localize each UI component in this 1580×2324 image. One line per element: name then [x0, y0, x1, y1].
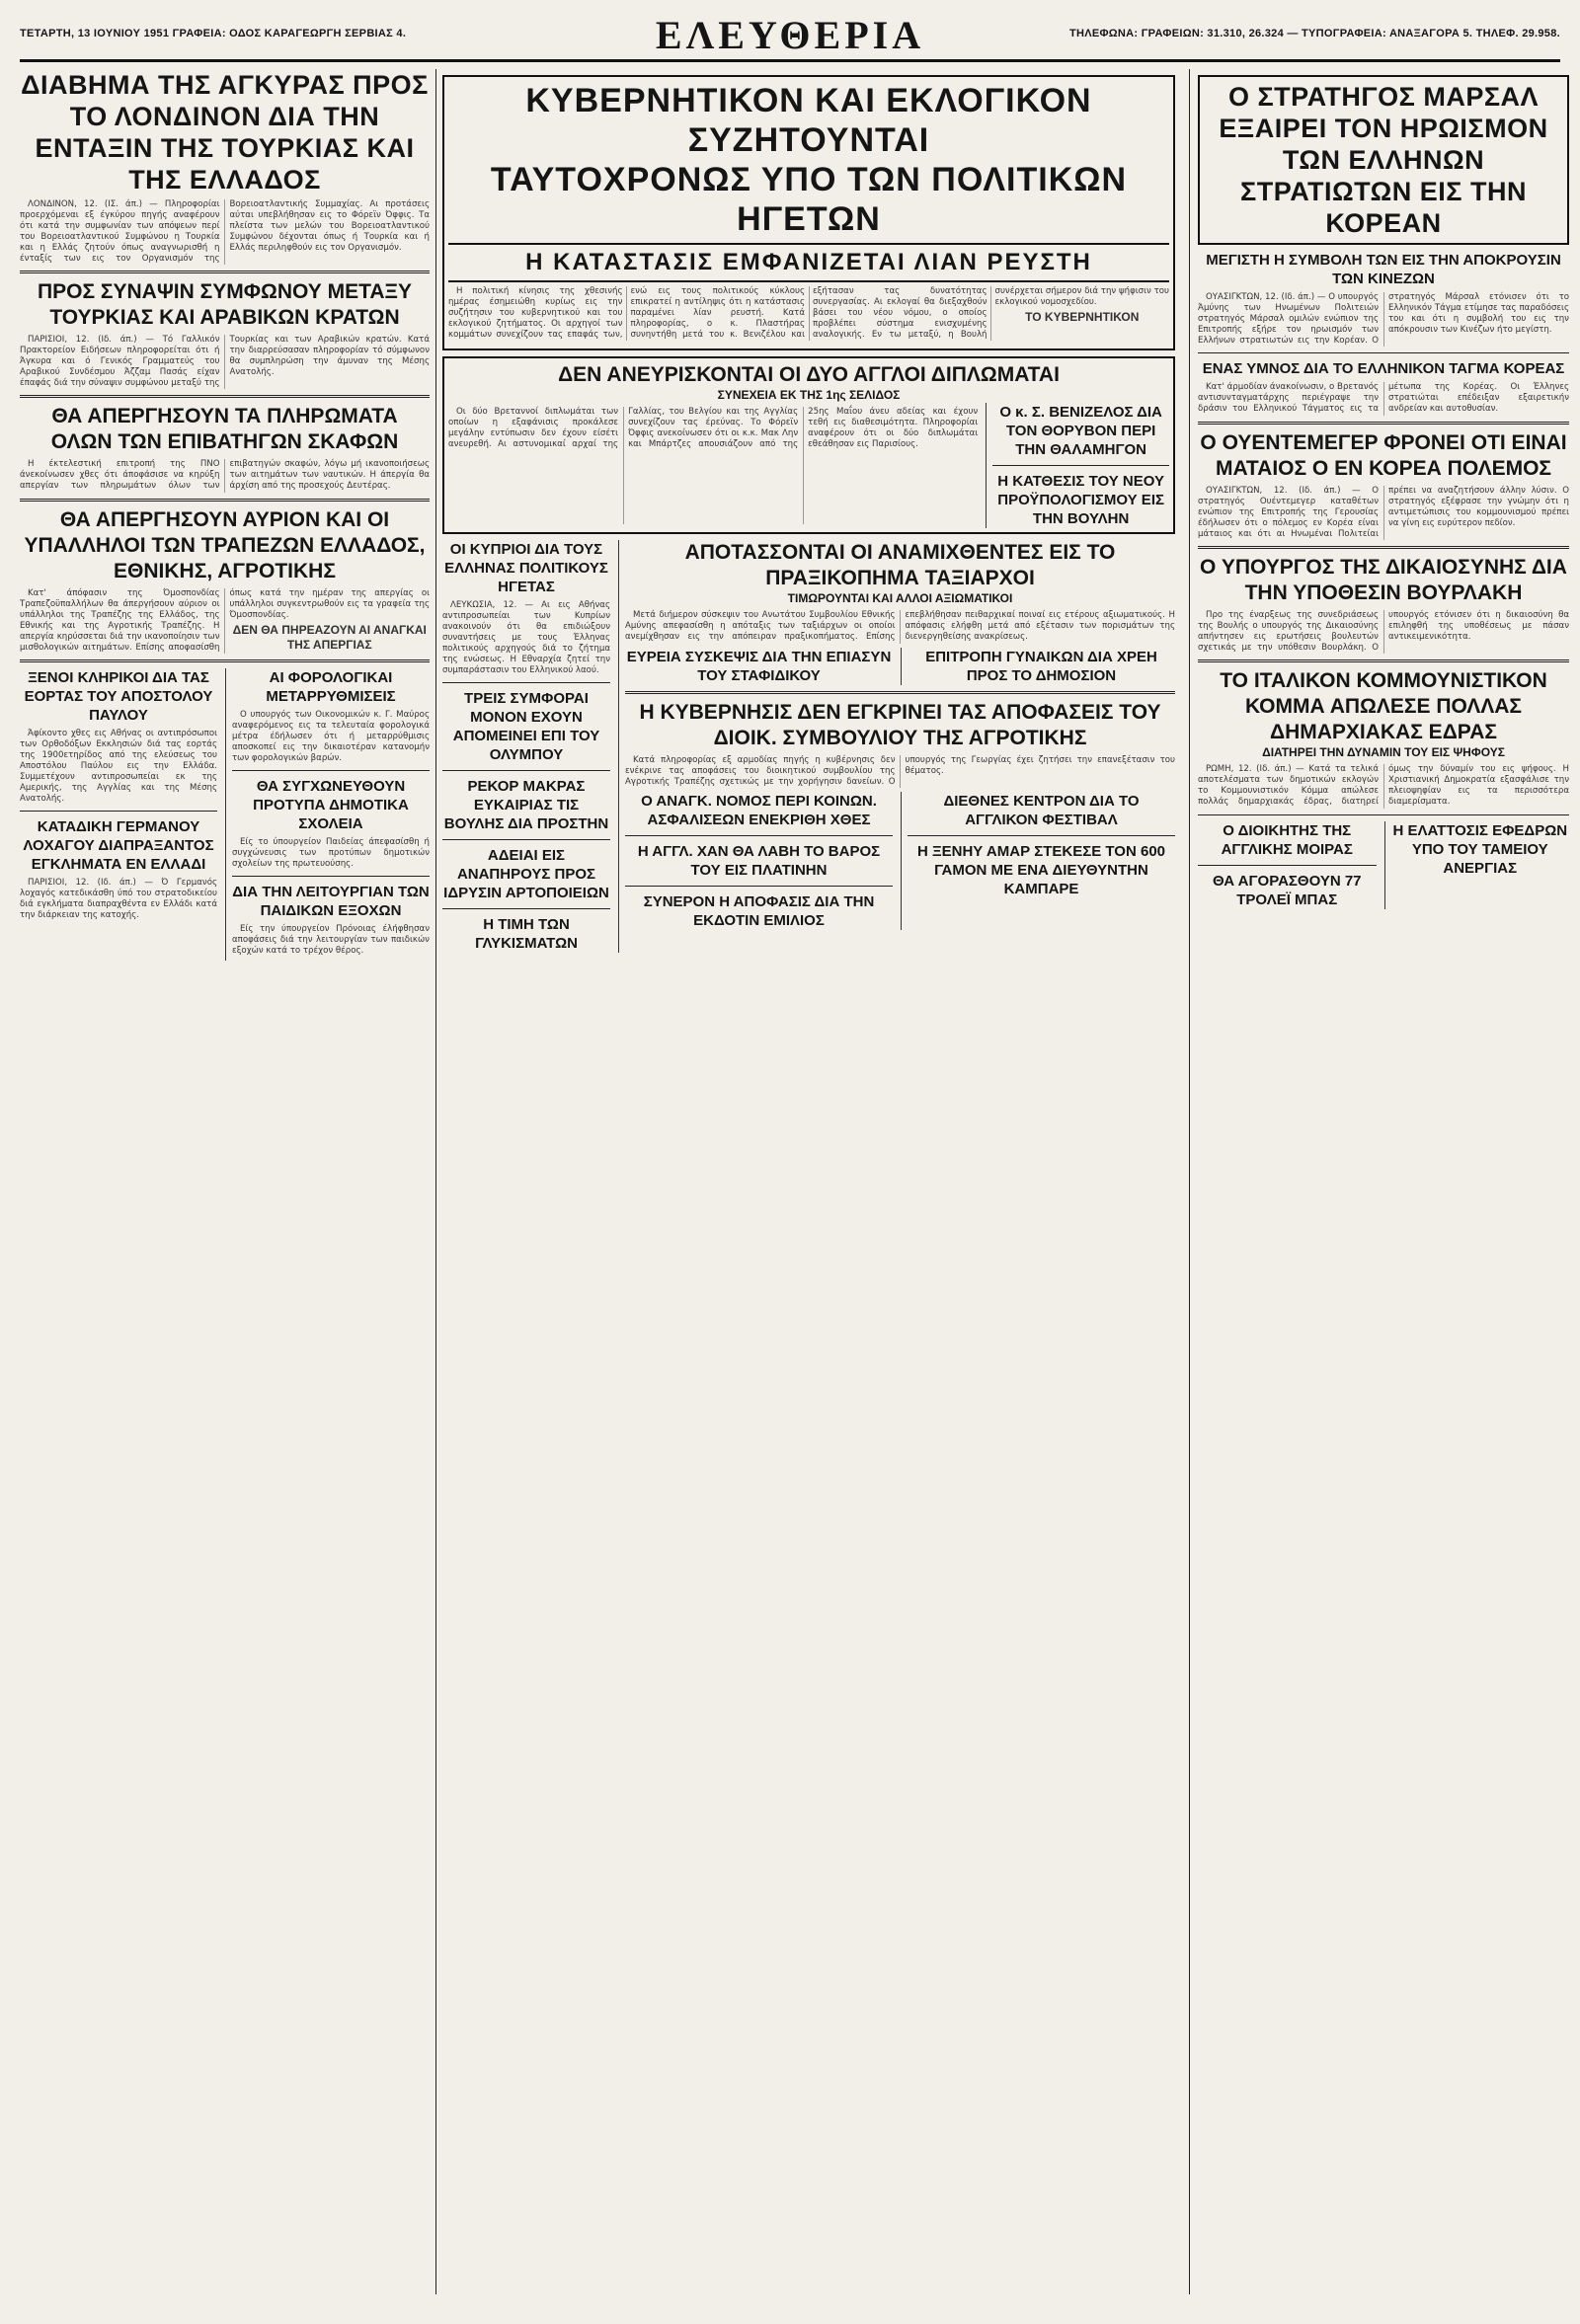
article-title: ΔΕΝ ΑΝΕΥΡΙΣΚΟΝΤΑΙ ΟΙ ΔΥΟ ΑΓΓΛΟΙ ΔΙΠΛΩΜΑΤΑΙ [558, 363, 1060, 386]
article-title: ΑΠΟΤΑΣΣΟΝΤΑΙ ΟΙ ΑΝΑΜΙΧΘΕΝΤΕΣ ΕΙΣ ΤΟ ΠΡΑΞΙΚΟΠΗΜΑ ΤΑΞΙΑΡΧΟΙ [684, 541, 1116, 589]
right-column [1189, 69, 1569, 2294]
article-body [448, 407, 978, 524]
article-body [20, 459, 430, 493]
masthead-phones: ΤΗΛΕΦΩΝΑ: ΓΡΑΦΕΙΩΝ: 31.310, 26.324 — ΤΥΠΟΓΡΑΦΕΙΑ: ΑΝΑΞΑΓΟΡΑ 5. ΤΗΛΕΦ. 29.958. [1068, 28, 1560, 39]
divider [442, 682, 610, 683]
article-paragraph: ΠΑΡΙΣΙΟΙ, 12. (Ιδ. άπ.) — Τό Γαλλικόν Πρακτορείον Ειδήσεων πληροφορείται ότι ή Άγκυρα και ό Γενικός Γραμματεύς του Αραβικού Συνδέσμου Άζζαμ Πασάς είχαν έπαφάς διά την σύναψιν συμφώνου μεταξύ της Τουρκίας και των Αραβικών κρατών. Κατά την διαρρεύσασαν πληροφορίαν τό σύμφωνον θα συμπληρώση την άμυναν της Μέσης Ανατολής. [20, 335, 430, 388]
article-body [1198, 486, 1569, 540]
divider [1198, 422, 1569, 425]
article [442, 356, 1175, 534]
article-body [232, 837, 430, 870]
divider [442, 839, 610, 840]
article-paragraph: Προ της έναρξεως της συνεδριάσεως της Βουλής ο υπουργός της Δικαιοσύνης απήντησεν εις ερωτήσεις βουλευτών σχετικάς με την υπόθεσιν Βουρλάκη. Ο υπουργός ετόνισεν ότι η δικαιοσύνη θα επιληφθή της υποθέσεως με πάσαν αντικειμενικότητα. [1198, 610, 1569, 653]
article [901, 648, 1175, 685]
article-paragraph: Είς το ύπουργείον Παιδείας άπεφασίσθη ή συγχώνευσις των προτύπων δημοτικών σχολείων της πρωτευούσης. [232, 837, 430, 869]
article-columns [448, 403, 1169, 528]
article-body [1198, 764, 1569, 809]
divider [1198, 814, 1569, 815]
article [625, 648, 893, 685]
columns [20, 69, 1569, 2294]
article-title: ΞΕΝΟΙ ΚΛΗΡΙΚΟΙ ΔΙΑ ΤΑΣ ΕΟΡΤΑΣ ΤΟΥ ΑΠΟΣΤΟΛΟΥ ΠΑΥΛΟΥ [24, 669, 213, 724]
article-body [232, 924, 430, 957]
article-paragraph: ΠΑΡΙΣΙΟΙ, 12. (Ιδ. άπ.) — Ό Γερμανός λοχαγός κατεδικάσθη ύπό του στρατοδικείου διά εγκλήματα διαπραχθέντα εν Ελλάδι κατά την διάρκειαν της κατοχής. [20, 878, 217, 920]
divider [20, 271, 430, 273]
article-title: ΔΙΕΘΝΕΣ ΚΕΝΤΡΟΝ ΔΙΑ ΤΟ ΑΓΓΛΙΚΟΝ ΦΕΣΤΙΒΑΛ [943, 793, 1140, 828]
divider [20, 395, 430, 398]
article-paragraph: Η πολιτική κίνησις της χθεσινής ημέρας έσημειώθη κυρίως εις την συζήτησιν του κυβερνητικού και του εκλογικού ζητήματος. Οι αρχηγοί των κομμάτων συνεχίζουν τας επαφάς των, ενώ εις τους πολιτικούς κύκλους επικρατεί η αντίληψις ότι η κατάστασις παραμένει λίαν ρευστή. Κατά πληροφορίας, ο κ. Πλαστήρας συνηντήθη μετά του κ. Βενιζέλου και εξήτασαν τας δυνατότητας συνεργασίας. Αι εκλογαί θα διεξαχθούν βάσει του νέου νόμου, ο οποίος προβλέπει σύστημα ενισχυμένης αναλογικής. Εν τω μεταξύ, η Βουλή συνέρχεται σήμερον διά την ψήφισιν του εκλογικού νομοσχεδίου. [448, 286, 1169, 340]
article-paragraph: Μετά διήμερον σύσκεψιν του Ανωτάτου Συμβουλίου Εθνικής Αμύνης απεφασίσθη η απόταξις των ταξιάρχων οι οποίοι ανεμίχθησαν εις την απόπειραν πραξικοπήματος. Επίσης επεβλήθησαν πειθαρχικαί ποιναί εις ετέρους αξιωματικούς. Η απόφασις ελήφθη μετά από εξέτασιν των πορισμάτων της διενεργηθείσης ανακρίσεως. [625, 610, 1175, 642]
article-subtitle: ΜΕΓΙΣΤΗ Η ΣΥΜΒΟΛΗ ΤΩΝ ΕΙΣ ΤΗΝ ΑΠΟΚΡΟΥΣΙΝ ΤΩΝ ΚΙΝΕΖΩΝ [1206, 252, 1561, 287]
article-body [448, 286, 1169, 341]
article-body [20, 199, 430, 265]
small-articles-row [625, 648, 1175, 685]
divider [1198, 865, 1377, 866]
article-paragraph: ΟΥΑΣΙΓΚΤΩΝ, 12. (Ιδ. άπ.) — Ο στρατηγός Ουέντεμεγερ καταθέτων ενώπιον της Επιτροπής της Γερουσίας έδήλωσεν ότι ο πόλεμος εν Κορέα είναι μάταιος και ότι αι Ηνωμέναι Πολιτείαι πρέπει να αναζητήσουν άλλην λύσιν. Ο στρατηγός εξέφρασε την γνώμην ότι η αντιμετώπισις του κομμουνισμού πρέπει να γίνη εις ευρύτερον πεδίον. [1198, 486, 1569, 539]
article [1198, 821, 1377, 909]
divider [1198, 352, 1569, 353]
article-paragraph: Κατ' άρμοδίαν άνακοίνωσιν, ο Βρετανός αντισυνταγματάρχης περιέγραψε την δράσιν του Ελληνικού Τάγματος εις τα μέτωπα της Κορέας. Οι Έλληνες στρατιώται επέδειξαν εξαιρετικήν ανδρείαν και αυτοθυσίαν. [1198, 382, 1569, 414]
article-title: ΤΟ ΙΤΑΛΙΚΟΝ ΚΟΜΜΟΥΝΙΣΤΙΚΟΝ ΚΟΜΜΑ ΑΠΩΛΕΣΕ ΠΟΛΛΑΣ ΔΗΜΑΡΧΙΑΚΑΣ ΕΔΡΑΣ [1220, 669, 1547, 743]
divider [625, 691, 1175, 694]
article-body [20, 588, 430, 654]
article-body [625, 610, 1175, 644]
small-articles-row [20, 668, 430, 961]
article-paragraph: Οι δύο Βρεταννοί διπλωμάται των οποίων η εξαφάνισις προκάλεσε μεγάλην εντύπωσιν δεν έχουν είσέτι ανευρεθή. Αι αστυνομικαί αρχαί της Γαλλίας, του Βελγίου και της Αγγλίας συνεχίζουν τας έρεύνας. Το Φόρεϊν Όφφις ανεκοίνωσεν ότι οι κ.κ. Μακ Λην και Μπάρτζες απουσιάζουν από της 25ης Μαΐου άνευ αδείας και έχουν τεθή εις διαθεσιμότητα. Πληροφορίαι αναφέρουν ότι οι δύο διπλωμάται εθεάθησαν εις Παρισίους. [448, 407, 979, 449]
divider [992, 465, 1169, 466]
article-title: Ο ΑΝΑΓΚ. ΝΟΜΟΣ ΠΕΡΙ ΚΟΙΝΩΝ. ΑΣΦΑΛΙΣΕΩΝ ΕΝΕΚΡΙΘΗ ΧΘΕΣ [641, 793, 877, 828]
article-title: ΘΑ ΑΓΟΡΑΣΘΟΥΝ 77 ΤΡΟΛΕΪ ΜΠΑΣ [1212, 873, 1362, 908]
sidebar-articles [986, 403, 1169, 528]
article-title: Η ΚΥΒΕΡΝΗΣΙΣ ΔΕΝ ΕΓΚΡΙΝΕΙ ΤΑΣ ΑΠΟΦΑΣΕΙΣ ΤΟΥ ΔΙΟΙΚ. ΣΥΜΒΟΥΛΙΟΥ ΤΗΣ ΑΓΡΟΤΙΚΗΣ [639, 701, 1161, 749]
divider [20, 659, 430, 662]
article-title: Ο ΟΥΕΝΤΕΜΕΓΕΡ ΦΡΟΝΕΙ ΟΤΙ ΕΙΝΑΙ ΜΑΤΑΙΟΣ Ο ΕΝ ΚΟΡΕΑ ΠΟΛΕΜΟΣ [1200, 431, 1567, 480]
article-title: ΔΙΑ ΤΗΝ ΛΕΙΤΟΥΡΓΙΑΝ ΤΩΝ ΠΑΙΔΙΚΩΝ ΕΞΟΧΩΝ [232, 884, 430, 919]
article-subtitle: ΤΙΜΩΡΟΥΝΤΑΙ ΚΑΙ ΑΛΛΟΙ ΑΞΙΩΜΑΤΙΚΟΙ [787, 591, 1013, 605]
article-title: ΕΠΙΤΡΟΠΗ ΓΥΝΑΙΚΩΝ ΔΙΑ ΧΡΕΗ ΠΡΟΣ ΤΟ ΔΗΜΟΣΙΟΝ [925, 649, 1157, 684]
article-title: Ο ΥΠΟΥΡΓΟΣ ΤΗΣ ΔΙΚΑΙΟΣΥΝΗΣ ΔΙΑ ΤΗΝ ΥΠΟΘΕΣΙΝ ΒΟΥΡΛΑΚΗ [1200, 556, 1567, 604]
article [901, 792, 1175, 930]
article-paragraph: ΛΟΝΔΙΝΟΝ, 12. (ΙΣ. άπ.) — Πληροφορίαι προερχόμεναι εξ έγκύρου πηγής αναφέρουν ότι κατά την συμφωνίαν των απόψεων περί του Βορειοατλαντικού Συμφώνου η Τουρκία και η Ελλάς ζητούν όπως αναγνωρισθή η ένταξίς των εις τον Οργανισμόν της Βορειοατλαντικής Συμμαχίας. Αι προτάσεις αύται υπεβλήθησαν εις το Φόρεϊν Όφφις. Τα πλείστα των μελών του Βορειοατλαντικού Συμφώνου δέχονται όπως ή Τουρκία και ή Ελλάς περιληφθούν εις τον Οργανισμόν. [20, 199, 430, 264]
article-paragraph: Ο υπουργός των Οικονομικών κ. Γ. Μαύρος αναφερόμενος εις τα τελευταία φορολογικά μέτρα έδήλωσεν ότι ή μεταρρύθμισις αποσκοπεί εις την δικαιοτέραν κατανομήν των φορολογικών βαρών. [232, 710, 430, 763]
divider [20, 811, 217, 812]
divider [625, 886, 893, 887]
lead-headline-line-1: ΚΥΒΕΡΝΗΤΙΚΟΝ ΚΑΙ ΕΚΛΟΓΙΚΟΝ ΣΥΖΗΤΟΥΝΤΑΙ [525, 82, 1092, 159]
article [1198, 75, 1569, 245]
article-stack [442, 540, 610, 953]
article-body [1198, 382, 1569, 416]
article-paragraph: Κατά πληροφορίας εξ αρμοδίας πηγής η κυβέρνησις δεν ενέκρινε τας αποφάσεις του διοικητικού συμβουλίου της Αγροτικής Τραπέζης σχετικώς με την χορήγησιν δανείων. Ο υπουργός της Γεωργίας έχει ζητήσει την επανεξέτασιν του θέματος. [625, 755, 1175, 787]
article-title: ΡΕΚΟΡ ΜΑΚΡΑΣ ΕΥΚΑΙΡΙΑΣ ΤΙΣ ΒΟΥΛΗΣ ΔΙΑ ΠΡΟΣΤΗΝ [443, 778, 609, 832]
article-title: Ο ΔΙΟΙΚΗΤΗΣ ΤΗΣ ΑΓΓΛΙΚΗΣ ΜΟΙΡΑΣ [1221, 822, 1353, 858]
article-title: ΤΡΕΙΣ ΣΥΜΦΟΡΑΙ ΜΟΝΟΝ ΕΧΟΥΝ ΑΠΟΜΕΙΝΕΙ ΕΠΙ ΤΟΥ ΟΛΥΜΠΟΥ [452, 690, 600, 763]
masthead [20, 14, 1560, 62]
divider [232, 770, 430, 771]
article-title: ΠΡΟΣ ΣΥΝΑΨΙΝ ΣΥΜΦΩΝΟΥ ΜΕΤΑΞΥ ΤΟΥΡΚΙΑΣ ΚΑΙ ΑΡΑΒΙΚΩΝ ΚΡΑΤΩΝ [37, 280, 413, 329]
article-title: ΑΔΕΙΑΙ ΕΙΣ ΑΝΑΠΗΡΟΥΣ ΠΡΟΣ ΙΔΡΥΣΙΝ ΑΡΤΟΠΟΙΕΙΩΝ [443, 847, 609, 901]
article-subtitle: ΔΕΝ ΘΑ ΠΗΡΕΑΖΟΥΝ ΑΙ ΑΝΑΓΚΑΙ ΤΗΣ ΑΠΕΡΓΙΑΣ [232, 623, 427, 652]
center-lower-row [442, 540, 1175, 953]
divider [232, 876, 430, 877]
article-paragraph: ΟΥΑΣΙΓΚΤΩΝ, 12. (Ιδ. άπ.) — Ο υπουργός Άμύνης των Ηνωμένων Πολιτειών στρατηγός Μάρσαλ ομιλών ενώπιον της Επιτροπής εξήρε τον ηρωισμόν των Ελλήνων στρατιωτών εις την Κορέαν. Ο στρατηγός Μάρσαλ ετόνισεν ότι το Ελληνικόν Τάγμα ετίμησε τας παραδόσεις του και ότι η συμβολή του εις την απόκρουσιν των Κινέζων ήτο μεγίστη. [1198, 292, 1569, 346]
article-title: ΣΥΝΕΡΟΝ Η ΑΠΟΦΑΣΙΣ ΔΙΑ ΤΗΝ ΕΚΔΟΤΙΝ ΕΜΙΛΙΟΣ [643, 893, 875, 929]
article [625, 792, 893, 930]
divider [625, 835, 893, 836]
small-articles-row [1198, 821, 1569, 909]
divider [1198, 659, 1569, 662]
article [20, 668, 217, 961]
article-paragraph: ΡΩΜΗ, 12. (Ιδ. άπ.) — Κατά τα τελικά αποτελέσματα των δημοτικών εκλογών το Κομμουνιστικόν Κόμμα απώλεσε πολλάς δημαρχιακάς έδρας, διατηρεί όμως την δύναμίν του εις ψήφους. Η Χριστιανική Δημοκρατία εξασφάλισε την πλειοψηφίαν εις τα περισσότερα διαμερίσματα. [1198, 764, 1569, 807]
article-paragraph: Είς την ύπουργείον Πρόνοιας έλήφθησαν αποφάσεις διά την λειτουργίαν των παιδικών εξοχών κατά το τρέχον θέρος. [232, 924, 430, 956]
newspaper-title: ΕΛΕΥΘΕΡΙΑ [655, 13, 925, 57]
article [1384, 821, 1570, 909]
article-title: ΑΙ ΦΟΡΟΛΟΓΙΚΑΙ ΜΕΤΑΡΡΥΘΜΙΣΕΙΣ [266, 669, 396, 705]
article-subtitle: ΤΟ ΚΥΒΕΡΝΗΤΙΚΟΝ [1025, 310, 1140, 324]
article-title: ΕΥΡΕΙΑ ΣΥΣΚΕΨΙΣ ΔΙΑ ΤΗΝ ΕΠΙΑΣΥΝ ΤΟΥ ΣΤΑΦΙΔΙΚΟΥ [626, 649, 892, 684]
divider [20, 499, 430, 502]
article-subtitle: ΔΙΑΤΗΡΕΙ ΤΗΝ ΔΥΝΑΜΙΝ ΤΟΥ ΕΙΣ ΨΗΦΟΥΣ [1262, 745, 1505, 759]
divider [908, 835, 1175, 836]
article-block [618, 540, 1175, 953]
article-title: Η ΚΑΤΘΕΣΙΣ ΤΟΥ ΝΕΟΥ ΠΡΟΫΠΟΛΟΓΙΣΜΟΥ ΕΙΣ ΤΗΝ ΒΟΥΛΗΝ [997, 473, 1164, 527]
article-title: Η ΤΙΜΗ ΤΩΝ ΓΛΥΚΙΣΜΑΤΩΝ [475, 916, 578, 952]
article-paragraph: Άφίκοντο χθες εις Αθήνας οι αντιπρόσωποι των Ορθοδόξων Εκκλησιών διά τας εορτάς της 1900ετηρίδος από της ελεύσεως του Αποστόλου Παύλου εις την Ελλάδα. Συμμετέχουν αντιπροσωπείαι εκ της Αμερικής, της Αγγλίας και της Μέσης Ανατολής. [20, 729, 217, 804]
article-body [232, 710, 430, 764]
article-title: ΟΙ ΚΥΠΡΙΟΙ ΔΙΑ ΤΟΥΣ ΕΛΛΗΝΑΣ ΠΟΛΙΤΙΚΟΥΣ ΗΓΕΤΑΣ [444, 541, 608, 595]
lead-subheadline: Η ΚΑΤΑΣΤΑΣΙΣ ΕΜΦΑΝΙΖΕΤΑΙ ΛΙΑΝ ΡΕΥΣΤΗ [448, 243, 1169, 282]
divider [442, 908, 610, 909]
divider [442, 770, 610, 771]
article-body [442, 600, 610, 676]
article-body [20, 335, 430, 389]
small-articles-row [625, 792, 1175, 930]
article-subtitle: ΣΥΝΕΧΕΙΑ ΕΚ ΤΗΣ 1ης ΣΕΛΙΔΟΣ [717, 388, 901, 402]
article-paragraph: Κατ' άπόφασιν της Όμοσπονδίας Τραπεζοϋπαλλήλων θα άπεργήσουν αύριον οι υπάλληλοι της Τραπέζης της Ελλάδος, της Εθνικής και της Αγροτικής Τραπέζης. Η απεργία κηρύσσεται διά την ικανοποίησιν των μισθολογικών αιτημάτων. Επίσης αποφασίσθη όπως κατά την ημέραν της απεργίας οι υπάλληλοι συγκεντρωθούν εις τα γραφεία της Όμοσπονδίας. [20, 588, 430, 653]
article-title: ΘΑ ΑΠΕΡΓΗΣΟΥΝ ΑΥΡΙΟΝ ΚΑΙ ΟΙ ΥΠΑΛΛΗΛΟΙ ΤΩΝ ΤΡΑΠΕΖΩΝ ΕΛΛΑΔΟΣ, ΕΘΝΙΚΗΣ, ΑΓΡΟΤΙΚΗΣ [24, 508, 426, 582]
masthead-date-address: ΤΕΤΑΡΤΗ, 13 ΙΟΥΝΙΟΥ 1951 ΓΡΑΦΕΙΑ: ΟΔΟΣ ΚΑΡΑΓΕΩΡΓΗ ΣΕΡΒΙΑΣ 4. [20, 28, 407, 39]
article-body [625, 755, 1175, 788]
article-title: ΘΑ ΑΠΕΡΓΗΣΟΥΝ ΤΑ ΠΛΗΡΩΜΑΤΑ ΟΛΩΝ ΤΩΝ ΕΠΙΒΑΤΗΓΩΝ ΣΚΑΦΩΝ [50, 405, 399, 453]
article-title: Ο ΣΤΡΑΤΗΓΟΣ ΜΑΡΣΑΛ ΕΞΑΙΡΕΙ ΤΟΝ ΗΡΩΙΣΜΟΝ ΤΩΝ ΕΛΛΗΝΩΝ ΣΤΡΑΤΙΩΤΩΝ ΕΙΣ ΤΗΝ ΚΟΡΕΑΝ [1219, 82, 1548, 238]
article-body [1198, 610, 1569, 654]
lead-headline-line-2: ΤΑΥΤΟΧΡΟΝΩΣ ΥΠΟ ΤΩΝ ΠΟΛΙΤΙΚΩΝ ΗΓΕΤΩΝ [490, 161, 1128, 238]
article [225, 668, 430, 961]
article-title: ΚΑΤΑΔΙΚΗ ΓΕΡΜΑΝΟΥ ΛΟΧΑΓΟΥ ΔΙΑΠΡΑΞΑΝΤΟΣ ΕΓΚΛΗΜΑΤΑ ΕΝ ΕΛΛΑΔΙ [23, 818, 214, 873]
divider [1198, 546, 1569, 549]
article-title: ΕΝΑΣ ΥΜΝΟΣ ΔΙΑ ΤΟ ΕΛΛΗΝΙΚΟΝ ΤΑΓΜΑ ΚΟΡΕΑΣ [1202, 360, 1565, 377]
article-title: ΔΙΑΒΗΜΑ ΤΗΣ ΑΓΚΥΡΑΣ ΠΡΟΣ ΤΟ ΛΟΝΔΙΝΟΝ ΔΙΑ ΤΗΝ ΕΝΤΑΞΙΝ ΤΗΣ ΤΟΥΡΚΙΑΣ ΚΑΙ ΤΗΣ ΕΛΛΑΔΟΣ [21, 70, 429, 194]
lead-story [442, 75, 1175, 350]
center-column [442, 69, 1175, 2294]
article-body [20, 878, 217, 921]
left-column [20, 69, 436, 2294]
article-body [20, 729, 217, 805]
article-title: Η ΑΓΓΛ. ΧΑΝ ΘΑ ΛΑΒΗ ΤΟ ΒΑΡΟΣ ΤΟΥ ΕΙΣ ΠΛΑΤΙΝΗΝ [637, 843, 881, 879]
article-title: Η ΞΕΝΗΥ ΑΜΑΡ ΣΤΕΚΕΣΕ ΤΟΝ 600 ΓΑΜΟΝ ΜΕ ΕΝΑ ΔΙΕΥΘΥΝΤΗΝ ΚΑΜΠΑΡΕ [916, 843, 1166, 897]
newspaper-page [20, 13, 1569, 2294]
article-title: Η ΕΛΑΤΤΟΣΙΣ ΕΦΕΔΡΩΝ ΥΠΟ ΤΟΥ ΤΑΜΕΙΟΥ ΑΝΕΡΓΙΑΣ [1392, 822, 1568, 877]
article-title: ΘΑ ΣΥΓΧΩΝΕΥΘΟΥΝ ΠΡΟΤΥΠΑ ΔΗΜΟΤΙΚΑ ΣΧΟΛΕΙΑ [253, 778, 409, 832]
article-body [1198, 292, 1569, 347]
article-paragraph: ΛΕΥΚΩΣΙΑ, 12. — Αι εις Αθήνας αντιπροσωπείαι των Κυπρίων ανακοινούν ότι θα επιδιώξουν συναντήσεις με τους Έλληνας πολιτικούς αρχηγούς διά το ζήτημα της ενώσεως. Η Εθναρχία ζητεί την συμπαράστασιν του Ελληνικού λαού. [442, 600, 610, 675]
article-title: Ο κ. Σ. ΒΕΝΙΖΕΛΟΣ ΔΙΑ ΤΟΝ ΘΟΡΥΒΟΝ ΠΕΡΙ ΤΗΝ ΘΑΛΑΜΗΓΟΝ [999, 404, 1162, 458]
article-paragraph: Η έκτελεστική επιτροπή της ΠΝΟ άνεκοίνωσεν χθες ότι άποφάσισε να κηρύξη απεργίαν των πληρωμάτων όλων των επιβατηγών σκαφών, λόγω μή ικανοποιήσεως των αιτημάτων των ναυτικών. Η άπεργία θα άρχίση από της προσεχούς Δευτέρας. [20, 459, 430, 491]
